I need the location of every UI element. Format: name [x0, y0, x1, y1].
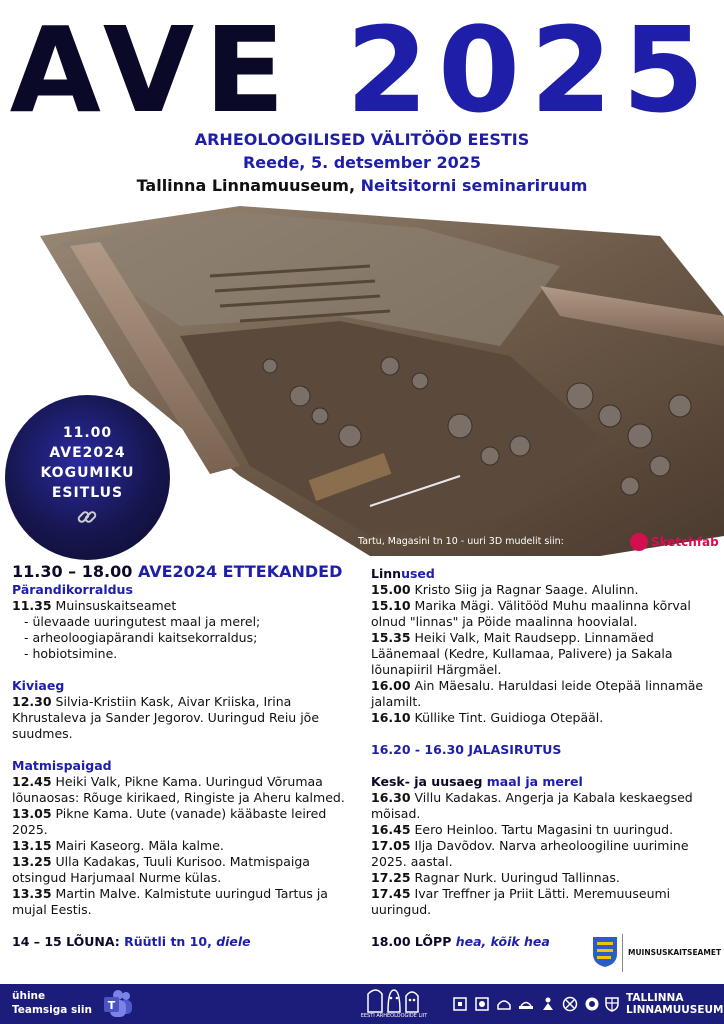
title-year: 2025	[345, 1, 715, 139]
item-text: Eero Heinloo. Tartu Magasini tn uuringud.	[414, 822, 674, 837]
program-item	[12, 598, 357, 614]
lunch-time: 14 – 15 LÕUNA:	[12, 934, 120, 949]
section-title-blue-part: maal ja merel	[486, 774, 583, 789]
main-program-heading	[12, 562, 357, 582]
end-time: 18.00 LÕPP	[371, 934, 452, 949]
program-item	[371, 870, 719, 886]
ave-logo-text: EESTI ARHEOLOOGIDE LIIT	[360, 1013, 428, 1019]
item-text: Marika Mägi. Välitööd Muhu maalinna kõrval olnud "linnas" ja Pöide maalinna hoovialal.	[371, 598, 691, 629]
pictogram-arch-icon	[496, 996, 512, 1012]
item-time: 16.30	[371, 790, 411, 805]
subtitle: ARHEOLOOGILISED VÄLITÖÖD EESTIS	[194, 130, 530, 149]
poster-title	[0, 1, 724, 139]
lunch-place: Rüütli tn 10,	[124, 934, 212, 949]
item-time: 12.30	[12, 694, 52, 709]
item-time: 15.10	[371, 598, 411, 613]
muinsuskaitseamet-logo	[590, 932, 720, 974]
teams-link-text[interactable]	[12, 989, 92, 1017]
program-left-column	[12, 562, 357, 950]
item-time: 13.15	[12, 838, 52, 853]
program-item	[371, 886, 719, 918]
item-time: 12.45	[12, 774, 52, 789]
item-time: 11.35	[12, 598, 52, 613]
section-title-blue-part: used	[401, 566, 435, 581]
item-text: Küllike Tint. Guidioga Otepääl.	[414, 710, 604, 725]
muinsuskaitseamet-name: MUINSUSKAITSEAMET	[628, 948, 722, 957]
main-heading-text: AVE2024 ETTEKANDED	[137, 562, 343, 581]
item-text: Mairi Kaseorg. Mäla kalme.	[55, 838, 224, 853]
pictogram-ring-icon	[584, 996, 600, 1012]
badge-line-2: AVE2024	[49, 445, 126, 461]
item-text: Ivar Treffner ja Priit Lätti. Meremuuseumi uuringud.	[371, 886, 671, 917]
item-time: 13.35	[12, 886, 52, 901]
estonian-coat-of-arms-icon	[592, 936, 618, 968]
item-text: Pikne Kama. Uute (vanade) kääbaste leired 2025.	[12, 806, 327, 837]
program-item	[12, 774, 357, 806]
venue-main: Tallinna Linnamuuseum,	[136, 176, 356, 195]
teams-line-2: Teamsiga siin	[12, 1004, 92, 1016]
item-text: Ragnar Nurk. Uuringud Tallinnas.	[414, 870, 620, 885]
link-icon[interactable]	[75, 505, 99, 529]
teams-line-1: ühine	[12, 990, 46, 1002]
event-date: Reede, 5. detsember 2025	[242, 153, 482, 172]
svg-text:T: T	[107, 999, 116, 1012]
program-item	[371, 838, 719, 870]
program-item	[12, 838, 357, 854]
section-title-heritage: Pärandikorraldus	[12, 582, 133, 597]
pictogram-cross-icon	[562, 996, 578, 1012]
section-title-stone-age: Kiviaeg	[12, 678, 65, 693]
item-time: 17.45	[371, 886, 411, 901]
book-launch-badge[interactable]	[5, 395, 170, 560]
program-item	[12, 694, 357, 742]
item-time: 13.25	[12, 854, 52, 869]
sketchfab-logo-icon	[630, 533, 648, 551]
tlm-line-1: TALLINNA	[626, 992, 684, 1004]
venue	[0, 176, 724, 195]
title-ave: AVE	[9, 1, 295, 139]
section-title-burial-sites: Matmispaigad	[12, 758, 112, 773]
badge-time: 11.00	[62, 425, 113, 441]
program-item	[371, 678, 719, 710]
program-item	[371, 822, 719, 838]
bullet-item: - ülevaade uuringutest maal ja merel;	[24, 614, 261, 629]
pictogram-shield-icon	[604, 996, 620, 1012]
section-title-medieval	[371, 774, 719, 790]
item-text: Silvia-Kristiin Kask, Aivar Kriiska, Irina Khrustaleva ja Sander Jegorov. Uuringud Reiu jõe suudmes.	[12, 694, 320, 741]
pictogram-person-icon	[540, 996, 556, 1012]
program-item	[371, 582, 719, 598]
item-text: Heiki Valk, Pikne Kama. Uuringud Võrumaa lõunaosas: Rõuge kirikaed, Ringiste ja Aheru kalmed.	[12, 774, 345, 805]
item-text: Muinsuskaitseamet	[55, 598, 177, 613]
program-item	[12, 886, 357, 918]
main-heading-time: 11.30 – 18.00	[12, 562, 133, 581]
footer-bar	[0, 984, 724, 1024]
item-text: Ain Mäesalu. Haruldasi leide Otepää linnamäe jalamilt.	[371, 678, 704, 709]
bullet-item: - hobiotsimine.	[24, 646, 118, 661]
item-text: Kristo Siig ja Ragnar Saage. Alulinn.	[414, 582, 639, 597]
program-item	[371, 598, 719, 630]
section-title-dark-part: Linn	[371, 566, 402, 581]
item-text: Ulla Kadakas, Tuuli Kurisoo. Matmispaiga otsingud Harjumaal Nurme külas.	[12, 854, 310, 885]
program-right-column	[371, 566, 719, 950]
end-text: hea, kõik hea	[455, 934, 550, 949]
pictogram-window-icon	[474, 996, 490, 1012]
program-item	[12, 854, 357, 886]
item-time: 16.00	[371, 678, 411, 693]
lunch-diele: diele	[216, 934, 251, 949]
break-time: 16.20 - 16.30	[371, 742, 464, 757]
photo-caption: Tartu, Magasini tn 10 - uuri 3D mudelit siin:	[358, 536, 564, 547]
sketchfab-label: Sketchfab	[651, 535, 719, 549]
item-text: Heiki Valk, Mait Raudsepp. Linnamäed Läänemaal (Kedre, Kullamaa, Palivere) ja Sakala lõunapiiril Härgmäel.	[371, 630, 673, 677]
break-text: JALASIRUTUS	[468, 742, 562, 757]
item-time: 15.35	[371, 630, 411, 645]
item-text: Martin Malve. Kalmistute uuringud Tartus ja mujal Eestis.	[12, 886, 328, 917]
venue-room: Neitsitorni seminariruum	[360, 176, 588, 195]
tlm-line-2: LINNAMUUSEUM	[626, 1004, 724, 1016]
item-time: 17.05	[371, 838, 411, 853]
pictogram-bridge-icon	[518, 996, 534, 1012]
item-time: 17.25	[371, 870, 411, 885]
program-item	[371, 790, 719, 822]
section-title-hillforts	[371, 566, 719, 582]
stretch-break	[371, 742, 719, 758]
pictogram-fortress-icon	[452, 996, 468, 1012]
item-text: Villu Kadakas. Angerja ja Kabala keskaegsed mõisad.	[371, 790, 693, 821]
badge-line-3: KOGUMIKU	[40, 465, 135, 481]
item-time: 13.05	[12, 806, 52, 821]
badge-line-4: ESITLUS	[51, 485, 124, 501]
lunch-break	[12, 934, 357, 950]
item-time: 16.10	[371, 710, 411, 725]
item-text: Ilja Davõdov. Narva arheoloogiline uurimine 2025. aastal.	[371, 838, 689, 869]
item-time: 15.00	[371, 582, 411, 597]
program-item	[12, 806, 357, 838]
tallinn-city-museum-logo	[626, 992, 724, 1016]
microsoft-teams-icon[interactable]	[102, 988, 134, 1020]
program-item	[371, 630, 719, 678]
section-title-dark-part: Kesk- ja uusaeg	[371, 774, 483, 789]
program-item	[371, 710, 719, 726]
bullet-item: - arheoloogiapärandi kaitsekorraldus;	[24, 630, 258, 645]
sketchfab-link[interactable]	[630, 533, 724, 553]
item-time: 16.45	[371, 822, 411, 837]
